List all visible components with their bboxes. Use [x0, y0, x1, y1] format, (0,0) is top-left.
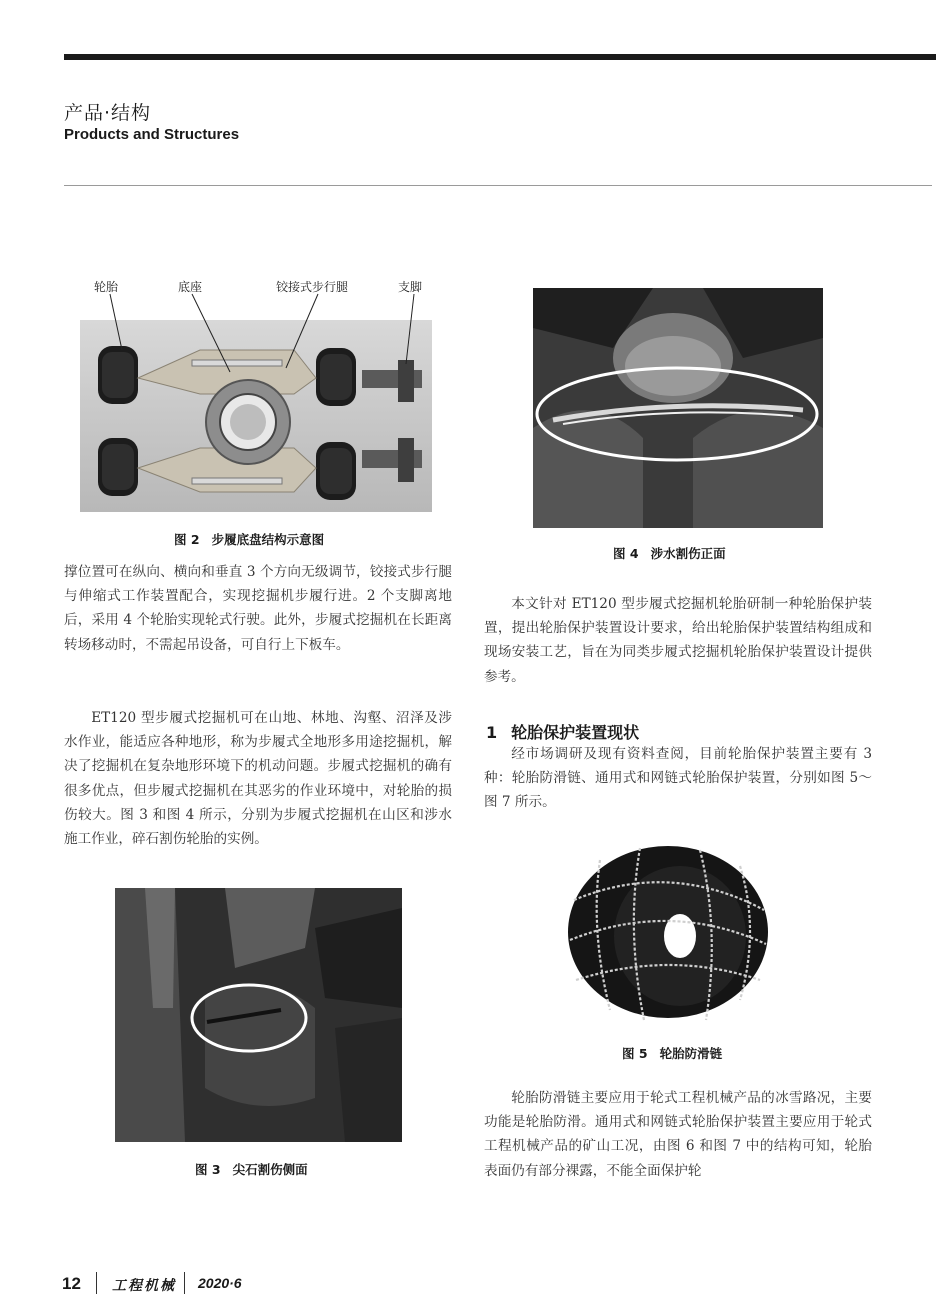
figure-2-caption	[174, 530, 324, 548]
figure-2	[80, 272, 450, 552]
figure-3-caption-text: 尖石割伤侧面	[232, 1162, 308, 1177]
figure-4	[533, 288, 833, 563]
left-paragraph-2: ET120 型步履式挖掘机可在山地、林地、沟壑、沼泽及涉水作业，能适应各种地形，称为步履式全地形多用途挖掘机，解决了挖掘机在复杂地形环境下的机动问题。步履式挖掘机的确有很多优点，但步履式挖掘机在其恶劣的作业环境中，对轮胎的损伤较大。图 3 和图 4 所示，分别为步履式挖掘机在山区和涉水施工作业，碎石割伤轮胎的实例。	[64, 710, 452, 848]
figure-2-label-outrigger: 支脚	[398, 280, 423, 294]
right-paragraph-3: 轮胎防滑链主要应用于轮式工程机械产品的冰雪路况，主要功能是轮胎防滑。通用式和网链式轮胎保护装置主要应用于轮式工程机械产品的矿山工况，由图 6 和图 7 中的结构可知，轮胎表面仍有部分裸露，不能全面保护轮	[484, 1090, 872, 1179]
right-paragraph-1: 本文针对 ET120 型步履式挖掘机轮胎研制一种轮胎保护装置，提出轮胎保护装置设计要求，给出轮胎保护装置结构组成和现场安装工艺，旨在为同类步履式挖掘机轮胎保护装置设计提供参考。	[484, 596, 872, 685]
figure-5-caption-text: 轮胎防滑链	[659, 1046, 723, 1061]
header-rule-thick	[64, 54, 936, 60]
figure-4-caption	[613, 544, 726, 562]
figure-5-image	[560, 840, 770, 1024]
figure-2-caption-number: 图 2	[174, 532, 200, 547]
right-paragraph-2: 经市场调研及现有资料查阅，目前轮胎保护装置主要有 3 种：轮胎防滑链、通用式和网链式轮胎保护装置，分别如图 5～图 7 所示。	[484, 746, 872, 811]
figure-3-caption-number: 图 3	[195, 1162, 221, 1177]
figure-5	[560, 840, 820, 1060]
figure-2-leader-lines	[80, 272, 432, 402]
figure-2-label-base: 底座	[178, 280, 203, 294]
figure-3-caption	[195, 1160, 308, 1178]
header-rule-thin	[64, 185, 932, 186]
section-heading-1-number: 1	[486, 723, 498, 742]
figure-2-label-leg: 铰接式步行腿	[276, 280, 349, 294]
figure-5-caption-number: 图 5	[622, 1046, 648, 1061]
figure-5-caption	[622, 1044, 722, 1062]
figure-3	[115, 888, 415, 1188]
journal-name: 工程机械	[112, 1278, 176, 1294]
footer-separator-1	[96, 1272, 97, 1294]
figure-4-image	[533, 288, 823, 528]
section-title-cn: 产品·结构	[64, 102, 152, 124]
figure-2-label-tire: 轮胎	[94, 280, 119, 294]
left-paragraph-1: 撑位置可在纵向、横向和垂直 3 个方向无级调节，铰接式步行腿与伸缩式工作装置配合，实现挖掘机步履行进。2 个支脚离地后，采用 4 个轮胎实现轮式行驶。此外，步履式挖掘机在长距离转场移动时，不需起吊设备，可自行上下板车。	[64, 564, 452, 653]
section-title-en: Products and Structures	[64, 126, 240, 143]
page-number: 12	[62, 1274, 81, 1293]
figure-3-image	[115, 888, 402, 1142]
issue-number: 2020·6	[198, 1275, 242, 1291]
figure-4-caption-number: 图 4	[613, 546, 639, 561]
footer-separator-2	[184, 1272, 185, 1294]
figure-2-caption-text: 步履底盘结构示意图	[211, 532, 325, 547]
figure-4-caption-text: 涉水割伤正面	[650, 546, 726, 561]
section-heading-1-text: 轮胎保护装置现状	[511, 723, 640, 742]
section-heading-1	[486, 720, 639, 743]
